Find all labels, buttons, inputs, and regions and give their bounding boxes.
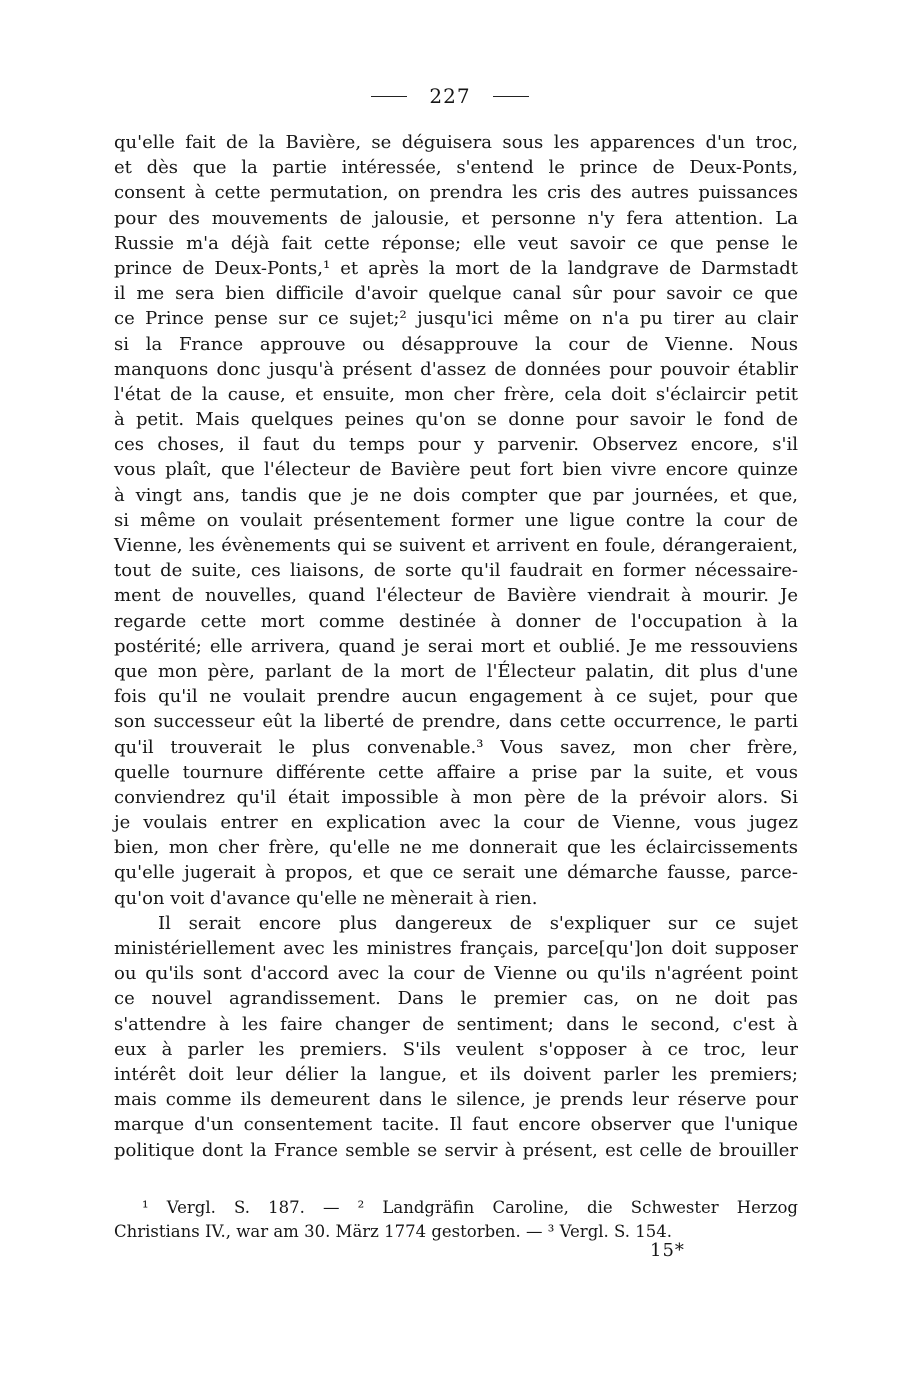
text-line: mais comme ils demeurent dans le silence, je prends leur réserve pour bbox=[114, 1089, 798, 1111]
text-line: je voulais entrer en explication avec la cour de Vienne, vous jugez bbox=[114, 812, 798, 834]
text-line: ment de nouvelles, quand l'électeur de Bavière viendrait à mourir. Je bbox=[114, 585, 798, 607]
text-line: pour des mouvements de jalousie, et personne n'y fera attention. La bbox=[114, 207, 798, 229]
footnote-line: Christians IV., war am 30. März 1774 gestorben. — ³ Vergl. S. 154. bbox=[114, 1222, 672, 1241]
text-line: il me sera bien difficile d'avoir quelque canal sûr pour savoir ce que bbox=[114, 283, 798, 305]
text-line: bien, mon cher frère, qu'elle ne me donnerait que les éclaircissements bbox=[114, 837, 798, 859]
text-line: si même on voulait présentement former une ligue contre la cour de bbox=[114, 509, 798, 531]
text-line: fois qu'il ne voulait prendre aucun engagement à ce sujet, pour que bbox=[114, 686, 798, 708]
text-line: qu'on voit d'avance qu'elle ne mènerait à rien. bbox=[114, 887, 538, 909]
signature-mark: 15* bbox=[650, 1240, 685, 1261]
footnote-line: ¹ Vergl. S. 187. — ² Landgräfin Caroline, die Schwester Herzog bbox=[142, 1198, 798, 1217]
left-rule bbox=[371, 96, 407, 97]
text-line: si la France approuve ou désapprouve la cour de Vienne. Nous bbox=[114, 333, 798, 355]
text-line: ou qu'ils sont d'accord avec la cour de Vienne ou qu'ils n'agréent point bbox=[114, 963, 798, 985]
page-number: 227 bbox=[429, 84, 471, 108]
text-line: Il serait encore plus dangereux de s'expliquer sur ce sujet bbox=[158, 912, 798, 934]
text-line: vous plaît, que l'électeur de Bavière peut fort bien vivre encore quinze bbox=[114, 459, 798, 481]
right-rule bbox=[493, 96, 529, 97]
text-line: Vienne, les évènements qui se suivent et arrivent en foule, dérangeraient, bbox=[114, 535, 798, 556]
text-line: intérêt doit leur délier la langue, et ils doivent parler les premiers; bbox=[114, 1063, 798, 1085]
text-line: à vingt ans, tandis que je ne dois compter que par journées, et que, bbox=[114, 484, 798, 506]
text-line: s'attendre à les faire changer de sentiment; dans le second, c'est à bbox=[114, 1013, 798, 1035]
text-line: manquons donc jusqu'à présent d'assez de données pour pouvoir établir bbox=[114, 358, 798, 380]
text-line: son successeur eût la liberté de prendre, dans cette occurrence, le parti bbox=[114, 711, 798, 733]
text-line: postérité; elle arrivera, quand je serai mort et oublié. Je me ressouviens bbox=[114, 635, 798, 657]
text-line: l'état de la cause, et ensuite, mon cher frère, cela doit s'éclaircir petit bbox=[114, 383, 798, 405]
text-line: quelle tournure différente cette affaire a prise par la suite, et vous bbox=[114, 761, 798, 783]
text-line: Russie m'a déjà fait cette réponse; elle veut savoir ce que pense le bbox=[114, 232, 798, 254]
text-line: politique dont la France semble se servir à présent, est celle de brouiller bbox=[114, 1139, 798, 1161]
text-line: tout de suite, ces liaisons, de sorte qu'il faudrait en former nécessaire- bbox=[114, 560, 798, 582]
text-line: prince de Deux-Ponts,¹ et après la mort de la landgrave de Darmstadt bbox=[114, 257, 798, 279]
text-line: et dès que la partie intéressée, s'entend le prince de Deux-Ponts, bbox=[114, 157, 798, 179]
text-line: ce Prince pense sur ce sujet;² jusqu'ici même on n'a pu tirer au clair bbox=[114, 308, 798, 330]
text-line: regarde cette mort comme destinée à donner de l'occupation à la bbox=[114, 610, 798, 632]
body-text bbox=[114, 130, 798, 1163]
running-head bbox=[0, 84, 900, 108]
text-line: ces choses, il faut du temps pour y parvenir. Observez encore, s'il bbox=[114, 434, 798, 456]
text-line: consent à cette permutation, on prendra les cris des autres puissances bbox=[114, 182, 798, 204]
text-line: marque d'un consentement tacite. Il faut encore observer que l'unique bbox=[114, 1114, 798, 1136]
text-line: à petit. Mais quelques peines qu'on se donne pour savoir le fond de bbox=[114, 409, 798, 431]
text-line: ministériellement avec les ministres français, parce[qu']on doit supposer bbox=[114, 938, 798, 959]
text-line: conviendrez qu'il était impossible à mon père de la prévoir alors. Si bbox=[114, 786, 798, 808]
text-line: que mon père, parlant de la mort de l'Électeur palatin, dit plus d'une bbox=[114, 660, 798, 682]
text-line: eux à parler les premiers. S'ils veulent s'opposer à ce troc, leur bbox=[114, 1038, 798, 1060]
text-line: ce nouvel agrandissement. Dans le premier cas, on ne doit pas bbox=[114, 988, 798, 1010]
footnotes bbox=[114, 1196, 798, 1244]
text-line: qu'elle fait de la Bavière, se déguisera sous les apparences d'un troc, bbox=[114, 132, 798, 153]
text-line: qu'elle jugerait à propos, et que ce serait une démarche fausse, parce- bbox=[114, 862, 798, 884]
text-line: qu'il trouverait le plus convenable.³ Vous savez, mon cher frère, bbox=[114, 736, 798, 758]
